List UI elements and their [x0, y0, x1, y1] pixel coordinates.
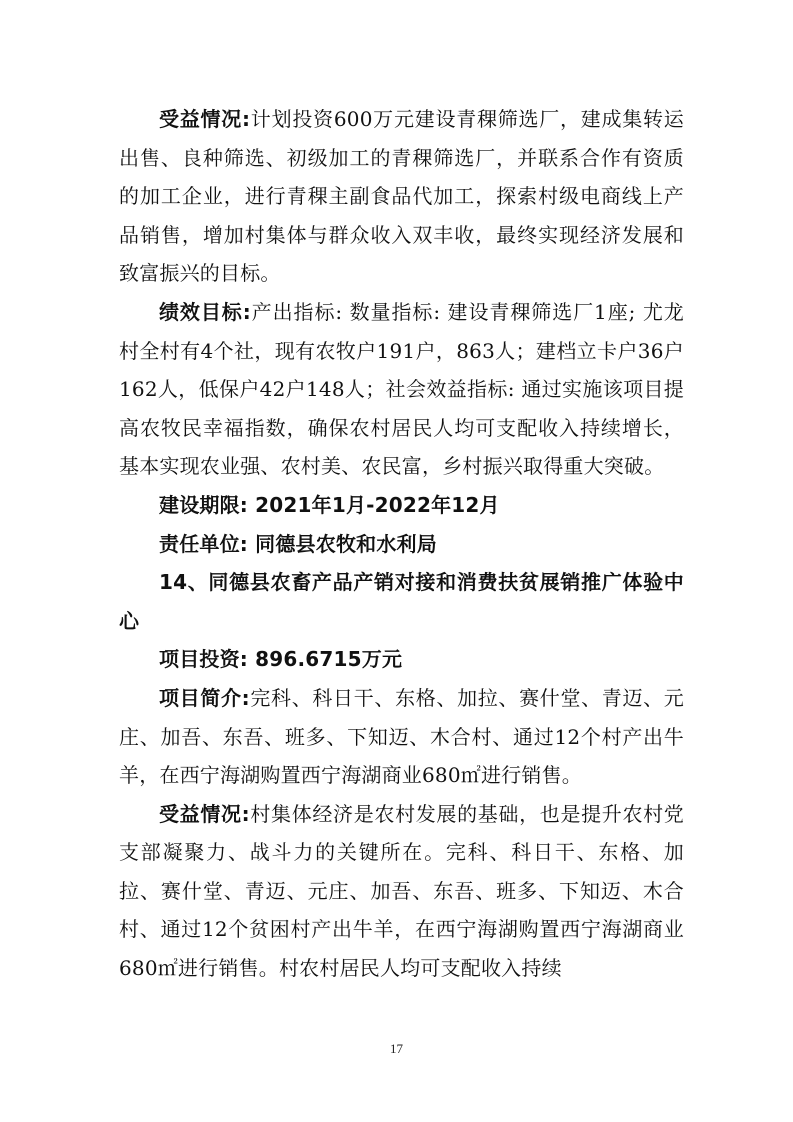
construction-period: 建设期限: 2021年1月-2022年12月	[159, 492, 500, 517]
benefit-text-1: 计划投资600万元建设青稞筛选厂，建成集转运出售、良种筛选、初级加工的青稞筛选厂，并联系合作有资质的加工企业，进行青稞主副食品代加工，探索村级电商线上产品销售，增加村集体与群众收入双丰收，最终实现经济发展和致富振兴的目标。	[119, 107, 685, 286]
benefit-label-2: 受益情况:	[159, 801, 250, 826]
performance-goal-paragraph	[119, 293, 684, 486]
benefit-text-2: 村集体经济是农村发展的基础，也是提升农村党支部凝聚力、战斗力的关键所在。完科、科日干、东格、加拉、赛什堂、青迈、元庄、加吾、东吾、班多、下知迈、木合村、通过12个贫困村产出牛羊，在西宁海湖购置西宁海湖商业680㎡进行销售。村农村居民人均可支配收入持续	[119, 801, 684, 981]
performance-goal-label: 绩效目标:	[159, 299, 251, 324]
project-intro-paragraph	[119, 679, 684, 795]
project-intro-label: 项目简介:	[159, 685, 250, 710]
project-intro-text: 完科、科日干、东格、加拉、赛什堂、青迈、元庄、加吾、东吾、班多、下知迈、木合村、通过12个村产出牛羊，在西宁海湖购置西宁海湖商业680㎡进行销售。	[119, 685, 684, 788]
benefit-paragraph-1	[119, 100, 684, 293]
project-heading: 14、同德县农畜产品产销对接和消费扶贫展销推广体验中心	[119, 570, 684, 633]
page-number: 17	[390, 1041, 403, 1056]
performance-goal-text: 产出指标: 数量指标: 建设青稞筛选厂1座; 尤龙村全村有4个社，现有农牧户191户，863人；建档立卡户36户162人，低保户42户148人；社会效益指标: 通过实施该项目提高农牧民幸福指数，确保农村居民人均可支配收入持续增长，基本实现农业强、农村美、农民富，乡村振兴取得重大突破。	[119, 299, 684, 479]
project-investment: 项目投资: 896.6715万元	[159, 647, 403, 672]
benefit-label-1: 受益情况:	[159, 107, 251, 131]
page-content	[119, 100, 684, 988]
responsible-unit: 责任单位: 同德县农牧和水利局	[159, 531, 437, 556]
benefit-paragraph-2	[119, 795, 684, 988]
